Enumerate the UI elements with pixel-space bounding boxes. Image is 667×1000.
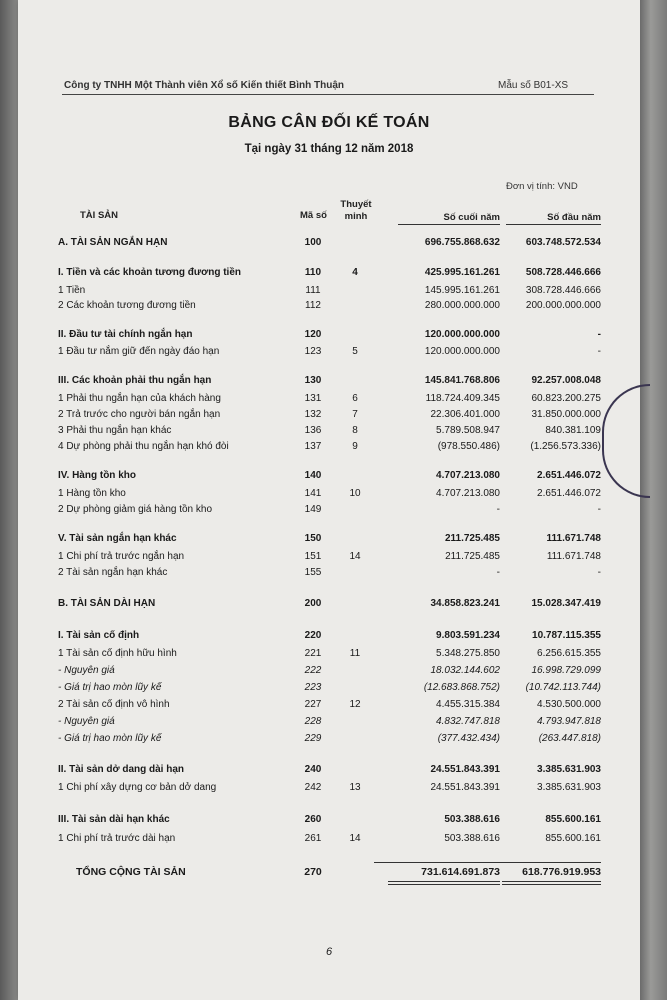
row-label: II. Tài sản dở dang dài hạn: [58, 764, 185, 775]
row-note: 7: [352, 409, 358, 420]
row-value-start: 92.257.008.048: [531, 375, 601, 386]
row-note: 10: [349, 488, 361, 499]
row-code: 227: [304, 699, 322, 710]
row-label: A. TÀI SẢN NGẮN HẠN: [58, 237, 168, 248]
row-value-end: 145.841.768.806: [424, 375, 500, 386]
column-header-code: Mã số: [300, 210, 327, 221]
column-header-asset: TÀI SẢN: [80, 210, 118, 221]
row-code: 120: [304, 329, 322, 340]
row-label: III. Tài sản dài hạn khác: [58, 814, 170, 825]
row-label: I. Tiền và các khoản tương đương tiền: [58, 267, 241, 278]
row-label: 2 Các khoản tương đương tiền: [58, 300, 196, 311]
row-value-start: 3.385.631.903: [537, 782, 601, 793]
table-row: [18, 441, 640, 457]
row-code: 221: [304, 648, 322, 659]
row-value-start: 603.748.572.534: [525, 237, 601, 248]
row-label: 2 Tài sản cố định vô hình: [58, 699, 170, 710]
table-row: [18, 237, 640, 253]
row-value-end: 118.724.409.345: [425, 393, 500, 404]
table-row: [18, 551, 640, 567]
row-value-start: 6.256.615.355: [537, 648, 601, 659]
total-underline-start-2: [502, 884, 601, 885]
row-value-start: 4.793.947.818: [537, 716, 601, 727]
row-note: 12: [349, 699, 361, 710]
row-note: 11: [349, 648, 361, 659]
book-left-edge: [0, 0, 18, 1000]
row-label: 1 Chi phí xây dựng cơ bản dở dang: [58, 782, 217, 793]
row-value-start: 60.823.200.275: [531, 393, 601, 404]
column-header-note-line1: Thuyết: [340, 199, 372, 210]
row-value-end: 18.032.144.602: [430, 665, 500, 676]
row-value-start: (1.256.573.336): [530, 441, 601, 452]
table-row: [18, 300, 640, 316]
row-code: 136: [304, 425, 322, 436]
row-note: 5: [352, 346, 358, 357]
row-code: 123: [304, 346, 322, 357]
row-value-end: 425.995.161.261: [424, 267, 500, 278]
row-value-start: 2.651.446.072: [537, 470, 601, 481]
row-value-end: -: [496, 504, 500, 515]
row-value-end: 211.725.485: [445, 551, 500, 562]
table-row: [18, 567, 640, 583]
row-code: 260: [304, 814, 322, 825]
row-value-start: 31.850.000.000: [531, 409, 601, 420]
row-value-end: (12.683.868.752): [423, 682, 500, 693]
table-row: [18, 329, 640, 345]
row-label: 2 Dự phòng giảm giá hàng tồn kho: [58, 504, 213, 515]
row-code: 151: [304, 551, 322, 562]
row-label: IV. Hàng tồn kho: [58, 470, 136, 481]
book-right-edge: [640, 0, 667, 1000]
row-value-start: 2.651.446.072: [537, 488, 601, 499]
row-value-start: 618.776.919.953: [522, 866, 601, 878]
total-underline-end-1: [388, 881, 500, 882]
row-label: III. Các khoản phải thu ngắn hạn: [58, 375, 212, 386]
row-label: 1 Tài sản cố định hữu hình: [58, 648, 177, 659]
row-note: 4: [352, 267, 358, 278]
row-code: 200: [304, 598, 322, 609]
row-value-start: 200.000.000.000: [525, 300, 601, 311]
row-value-start: 840.381.109: [545, 425, 601, 436]
row-code: 140: [304, 470, 322, 481]
row-value-end: 211.725.485: [444, 533, 500, 544]
row-value-end: (377.432.434): [437, 733, 500, 744]
row-code: 228: [304, 716, 322, 727]
document-subtitle: Tại ngày 31 tháng 12 năm 2018: [244, 143, 414, 155]
row-label: - Giá trị hao mòn lũy kế: [58, 682, 162, 693]
row-code: 149: [304, 504, 322, 515]
row-value-end: 4.707.213.080: [436, 488, 500, 499]
row-value-end: 34.858.823.241: [430, 598, 500, 609]
row-label: 1 Phải thu ngắn hạn của khách hàng: [58, 393, 221, 404]
row-value-end: 503.388.616: [444, 814, 500, 825]
table-row: [18, 814, 640, 830]
table-row: [18, 470, 640, 486]
row-value-end: 145.995.161.261: [424, 285, 500, 296]
row-label: 2 Trả trước cho người bán ngắn hạn: [58, 409, 221, 420]
row-label: 1 Hàng tồn kho: [58, 488, 126, 499]
table-row: [18, 699, 640, 715]
row-value-start: 16.998.729.099: [531, 665, 601, 676]
row-value-end: 280.000.000.000: [424, 300, 500, 311]
row-value-start: 111.671.748: [546, 551, 601, 562]
row-label: 1 Tiền: [58, 285, 86, 296]
row-code: 240: [304, 764, 322, 775]
table-row: [18, 682, 640, 698]
row-value-start: 308.728.446.666: [525, 285, 601, 296]
row-code: 242: [304, 782, 322, 793]
row-value-end: 9.803.591.234: [436, 630, 500, 641]
total-overline-start: [496, 862, 601, 863]
table-row: [18, 866, 640, 882]
row-value-end: 4.455.315.384: [436, 699, 500, 710]
table-row: [18, 764, 640, 780]
currency-unit: Đơn vị tính: VND: [506, 181, 578, 192]
row-value-start: 10.787.115.355: [532, 630, 601, 641]
row-code: 155: [304, 567, 322, 578]
document-page: [18, 0, 640, 1000]
table-row: [18, 425, 640, 441]
table-row: [18, 630, 640, 646]
row-code: 229: [304, 733, 322, 744]
row-code: 111: [305, 285, 321, 296]
row-label: 1 Chi phí trả trước dài hạn: [58, 833, 176, 844]
row-value-end: 4.707.213.080: [436, 470, 500, 481]
row-value-end: 4.832.747.818: [436, 716, 500, 727]
column-header-start-of-year: Số đầu năm: [547, 212, 601, 223]
table-row: [18, 833, 640, 849]
row-code: 141: [304, 488, 322, 499]
total-underline-start-1: [502, 881, 601, 882]
row-code: 150: [304, 533, 322, 544]
table-row: [18, 285, 640, 301]
row-value-end: 696.755.868.632: [424, 237, 500, 248]
row-code: 132: [304, 409, 322, 420]
table-row: [18, 409, 640, 425]
row-code: 261: [304, 833, 322, 844]
row-value-end: 22.306.401.000: [430, 409, 500, 420]
row-label: B. TÀI SẢN DÀI HẠN: [58, 598, 156, 609]
row-value-start: 508.728.446.666: [525, 267, 601, 278]
row-note: 6: [352, 393, 358, 404]
row-label: 3 Phải thu ngắn hạn khác: [58, 425, 172, 436]
row-code: 112: [305, 300, 321, 311]
row-label: 2 Tài sản ngắn hạn khác: [58, 567, 168, 578]
row-value-start: 15.028.347.419: [531, 598, 601, 609]
row-code: 100: [304, 237, 322, 248]
row-note: 13: [349, 782, 361, 793]
page-number: 6: [325, 946, 333, 958]
table-row: [18, 716, 640, 732]
row-note: 14: [349, 551, 361, 562]
row-value-end: 5.348.275.850: [436, 648, 500, 659]
balance-sheet-table: [18, 0, 640, 1000]
row-label: - Nguyên giá: [58, 716, 115, 727]
column-header-note-line2: minh: [344, 211, 368, 222]
table-row: [18, 533, 640, 549]
table-row: [18, 393, 640, 409]
row-note: 8: [352, 425, 358, 436]
row-label: 1 Chi phí trả trước ngắn hạn: [58, 551, 185, 562]
row-value-end: 503.388.616: [444, 833, 500, 844]
row-label: II. Đầu tư tài chính ngắn hạn: [58, 329, 193, 340]
document-title: BẢNG CÂN ĐỐI KẾ TOÁN: [228, 114, 430, 131]
row-code: 137: [304, 441, 322, 452]
row-value-end: 120.000.000.000: [424, 329, 500, 340]
row-value-end: 24.551.843.391: [430, 764, 500, 775]
total-underline-end-2: [388, 884, 500, 885]
row-label: V. Tài sản ngắn hạn khác: [58, 533, 177, 544]
row-label: TỔNG CỘNG TÀI SẢN: [76, 866, 186, 878]
table-row: [18, 375, 640, 391]
row-label: - Nguyên giá: [58, 665, 115, 676]
column-header-end-of-year: Số cuối năm: [443, 212, 500, 223]
row-code: 220: [304, 630, 322, 641]
row-code: 131: [304, 393, 322, 404]
row-label: - Giá trị hao mòn lũy kế: [58, 733, 162, 744]
row-value-start: 3.385.631.903: [537, 764, 601, 775]
row-note: 14: [349, 833, 361, 844]
row-value-start: -: [597, 346, 601, 357]
table-row: [18, 782, 640, 798]
table-row: [18, 488, 640, 504]
row-label: I. Tài sản cố định: [58, 630, 140, 641]
row-value-end: 120.000.000.000: [424, 346, 500, 357]
row-value-start: -: [597, 504, 601, 515]
row-code: 130: [304, 375, 322, 386]
row-value-start: (10.742.113.744): [525, 682, 601, 693]
row-value-start: 111.671.748: [546, 533, 601, 544]
row-value-end: (978.550.486): [437, 441, 500, 452]
row-value-end: -: [496, 567, 500, 578]
row-label: 1 Đầu tư nắm giữ đến ngày đáo hạn: [58, 346, 220, 357]
row-note: 9: [352, 441, 358, 452]
row-label: 4 Dự phòng phải thu ngắn hạn khó đòi: [58, 441, 229, 452]
row-code: 222: [304, 665, 322, 676]
row-value-start: -: [597, 329, 601, 340]
row-value-start: -: [597, 567, 601, 578]
table-row: [18, 598, 640, 614]
table-row: [18, 665, 640, 681]
row-value-start: 855.600.161: [545, 814, 601, 825]
row-value-start: 855.600.161: [545, 833, 601, 844]
row-value-end: 731.614.691.873: [421, 866, 500, 878]
row-code: 223: [304, 682, 322, 693]
company-name: Công ty TNHH Một Thành viên Xổ số Kiến thiết Bình Thuận: [64, 80, 344, 91]
table-row: [18, 267, 640, 283]
row-code: 110: [304, 267, 322, 278]
total-overline-end: [374, 862, 500, 863]
row-value-start: 4.530.500.000: [537, 699, 601, 710]
row-value-end: 24.551.843.391: [430, 782, 500, 793]
table-row: [18, 504, 640, 520]
row-code: 270: [304, 866, 322, 878]
form-number: Mẫu số B01-XS: [498, 80, 569, 91]
row-value-end: 5.789.508.947: [436, 425, 500, 436]
table-row: [18, 346, 640, 362]
table-row: [18, 648, 640, 664]
table-row: [18, 733, 640, 749]
row-value-start: (263.447.818): [538, 733, 601, 744]
